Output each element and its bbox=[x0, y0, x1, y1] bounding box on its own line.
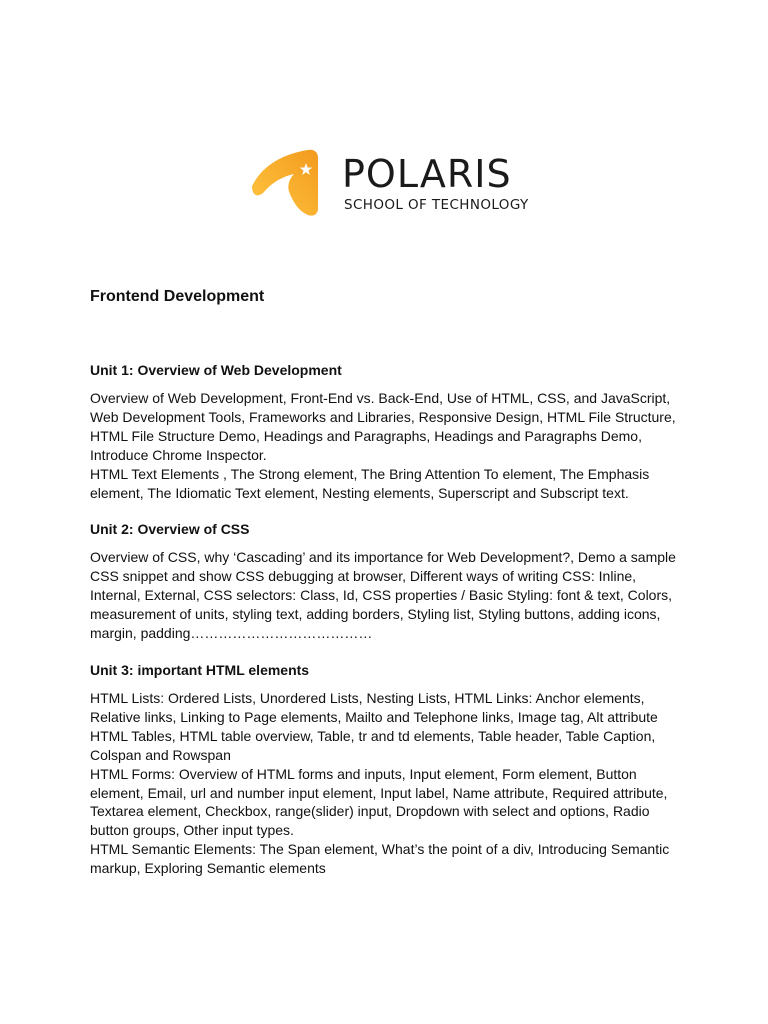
unit-body bbox=[90, 389, 690, 502]
unit-section bbox=[90, 360, 690, 502]
unit-paragraph: HTML Lists: Ordered Lists, Unordered Lists, Nesting Lists, HTML Links: Anchor elements, Relative links, Linking to Page elements, Mailto and Telephone links, Image tag, Alt attribute bbox=[90, 689, 658, 725]
unit-title: Unit 3: important HTML elements bbox=[90, 661, 310, 678]
unit-title: Unit 1: Overview of Web Development bbox=[90, 362, 342, 378]
unit-section bbox=[90, 660, 690, 878]
unit-paragraph: Overview of Web Development, Front-End vs. Back-End, Use of HTML, CSS, and JavaScript, Web Development Tools, Frameworks and Libraries, Responsive Design, HTML File Structure, HTML File Structure Demo, Headings and Paragraphs, Headings and Paragraphs Demo, Introduce Chrome Inspector. bbox=[90, 390, 676, 463]
unit-title: Unit 2: Overview of CSS bbox=[90, 521, 250, 538]
brand-name: POLARIS bbox=[342, 152, 512, 196]
polaris-logo bbox=[250, 148, 580, 220]
unit-body bbox=[90, 689, 690, 878]
unit-paragraph: HTML Tables, HTML table overview, Table, tr and td elements, Table header, Table Caption, Colspan and Rowspan bbox=[90, 727, 656, 763]
unit-section bbox=[90, 519, 690, 643]
unit-paragraph: HTML Text Elements , The Strong element, The Bring Attention To element, The Emphasis element, The Idiomatic Text element, Nesting elements, Superscript and Subscript text. bbox=[90, 465, 650, 501]
brand-tagline: SCHOOL OF TECHNOLOGY bbox=[344, 197, 529, 213]
unit-paragraph: HTML Forms: Overview of HTML forms and inputs, Input element, Form element, Button element, Email, url and number input element, Input label, Name attribute, Required attribute, Textarea element, Checkbox, range(slider) input, Dropdown with select and options, Radio button groups, Other input types. bbox=[90, 765, 668, 839]
unit-body bbox=[90, 548, 690, 643]
unit-paragraph: HTML Semantic Elements: The Span element, What’s the point of a div, Introducing Semantic markup, Exploring Semantic elements bbox=[90, 841, 670, 877]
document-body bbox=[90, 286, 690, 895]
document-title: Frontend Development bbox=[90, 288, 265, 305]
polaris-star-mark-icon bbox=[250, 148, 320, 218]
unit-paragraph: Overview of CSS, why ‘Cascading’ and its importance for Web Development?, Demo a sample CSS snippet and show CSS debugging at browser, Different ways of writing CSS: Inline, Internal, External, CSS selectors: Class, Id, CSS properties / Basic Styling: font & text, Colors, measurement of units, styling text, adding borders, Styling list, Styling buttons, adding icons, margin, padding………………………………… bbox=[90, 549, 676, 642]
